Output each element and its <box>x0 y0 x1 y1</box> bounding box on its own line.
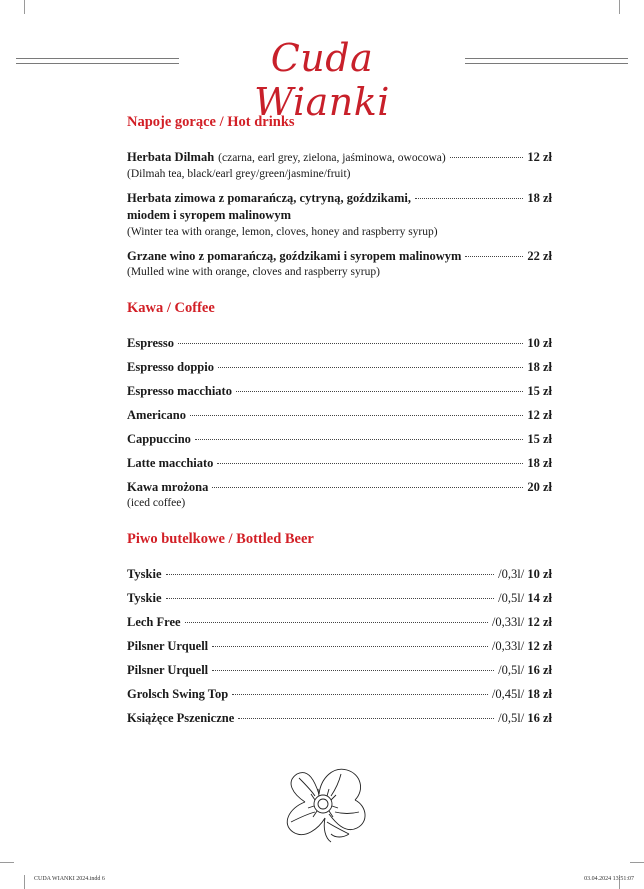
item-translation: (Mulled wine with orange, cloves and raspberry syrup) <box>127 266 380 278</box>
crop-mark <box>24 0 25 14</box>
menu-item <box>127 359 552 375</box>
item-price: 18 zł <box>527 191 552 205</box>
item-name: Tyskie <box>127 591 162 605</box>
item-price: 10 zł <box>527 336 552 350</box>
item-volume: /0,5l/ <box>498 711 525 725</box>
item-volume: /0,33l/ <box>491 615 525 629</box>
dot-leader <box>178 343 523 344</box>
menu-item-row <box>127 248 552 264</box>
dot-leader <box>465 256 523 257</box>
item-volume: /0,3l/ <box>498 567 525 581</box>
dot-leader <box>212 670 494 671</box>
item-price: 12 zł <box>527 639 552 653</box>
dot-leader <box>236 391 523 392</box>
menu-item-row <box>127 590 552 606</box>
menu-item-row <box>127 662 552 678</box>
item-price: 18 zł <box>527 456 552 470</box>
header-rule-right <box>465 63 628 64</box>
dot-leader <box>232 694 488 695</box>
menu-item-row <box>127 566 552 582</box>
menu-item <box>127 590 552 606</box>
dot-leader <box>450 157 524 158</box>
footer-file-info: CUDA WIANKI 2024.indd 6 <box>34 876 105 882</box>
item-price: 14 zł <box>527 591 552 605</box>
dot-leader <box>218 367 523 368</box>
menu-item <box>127 383 552 399</box>
menu-item-list <box>127 149 552 280</box>
item-name: Pilsner Urquell <box>127 663 209 677</box>
item-name: Espresso doppio <box>127 360 214 374</box>
menu-item <box>127 686 552 702</box>
crop-mark <box>630 862 644 863</box>
menu-item-row <box>127 638 552 654</box>
menu-item-row <box>127 383 552 399</box>
menu-content <box>127 114 552 726</box>
menu-item <box>127 614 552 630</box>
menu-item-row <box>127 335 552 351</box>
item-name: Americano <box>127 408 187 422</box>
dot-leader <box>415 198 523 199</box>
item-volume: /0,5l/ <box>498 591 525 605</box>
header-rule-left <box>16 58 179 59</box>
item-price: 20 zł <box>527 480 552 494</box>
poppy-flower-icon <box>275 764 371 844</box>
menu-item <box>127 190 552 240</box>
footer-timestamp: 03.04.2024 13:51:07 <box>584 876 634 882</box>
item-name: Pilsner Urquell <box>127 639 209 653</box>
crop-mark <box>24 875 25 889</box>
item-price: 10 zł <box>527 567 552 581</box>
section-title: Kawa / Coffee <box>127 300 215 316</box>
crop-mark <box>0 862 14 863</box>
item-price: 12 zł <box>527 615 552 629</box>
dot-leader <box>212 646 488 647</box>
item-name: Książęce Pszeniczne <box>127 711 235 725</box>
menu-item-row <box>127 407 552 423</box>
dot-leader <box>185 622 488 623</box>
dot-leader <box>212 487 523 488</box>
header-rule-right <box>465 58 628 59</box>
item-name: Herbata zimowa z pomarańczą, cytryną, goździkami, <box>127 191 411 205</box>
section-title: Napoje gorące / Hot drinks <box>127 114 295 130</box>
item-translation: (iced coffee) <box>127 497 186 509</box>
menu-item-row <box>127 710 552 726</box>
item-price: 16 zł <box>527 711 552 725</box>
menu-item <box>127 455 552 471</box>
item-price: 15 zł <box>527 384 552 398</box>
item-name: Kawa mrożona <box>127 480 209 494</box>
menu-item <box>127 638 552 654</box>
header-rule-left <box>16 63 179 64</box>
dot-leader <box>238 718 494 719</box>
menu-item-row <box>127 614 552 630</box>
item-volume: /0,5l/ <box>498 663 525 677</box>
item-name: Grolsch Swing Top <box>127 687 229 701</box>
menu-item <box>127 431 552 447</box>
item-price: 12 zł <box>527 408 552 422</box>
menu-item-row <box>127 359 552 375</box>
crop-mark <box>619 0 620 14</box>
item-price: 15 zł <box>527 432 552 446</box>
menu-item-row <box>127 190 552 206</box>
menu-section <box>127 114 552 280</box>
dot-leader <box>166 598 495 599</box>
item-price: 18 zł <box>527 687 552 701</box>
dot-leader <box>217 463 523 464</box>
dot-leader <box>166 574 495 575</box>
menu-section <box>127 531 552 726</box>
dot-leader <box>195 439 523 440</box>
menu-item-row <box>127 479 552 495</box>
menu-item-list <box>127 566 552 726</box>
item-volume: /0,45l/ <box>491 687 525 701</box>
item-name-continued: miodem i syropem malinowym <box>127 208 291 222</box>
section-title: Piwo butelkowe / Bottled Beer <box>127 531 314 547</box>
item-price: 22 zł <box>527 249 552 263</box>
item-price: 16 zł <box>527 663 552 677</box>
item-name: Herbata Dilmah <box>127 150 215 164</box>
menu-item <box>127 479 552 511</box>
item-name: Espresso macchiato <box>127 384 232 398</box>
item-translation: (Winter tea with orange, lemon, cloves, honey and raspberry syrup) <box>127 226 438 238</box>
item-name: Tyskie <box>127 567 162 581</box>
menu-item <box>127 662 552 678</box>
item-name: Latte macchiato <box>127 456 214 470</box>
menu-item <box>127 566 552 582</box>
item-name: Lech Free <box>127 615 181 629</box>
menu-item <box>127 149 552 182</box>
menu-item-list <box>127 335 552 511</box>
menu-item <box>127 407 552 423</box>
brand-logo-text: Cuda Wianki <box>254 36 390 124</box>
menu-item <box>127 335 552 351</box>
item-volume: /0,33l/ <box>491 639 525 653</box>
item-name: Cappuccino <box>127 432 191 446</box>
menu-item <box>127 248 552 280</box>
item-name: Grzane wino z pomarańczą, goździkami i syropem malinowym <box>127 249 462 263</box>
item-translation: (Dilmah tea, black/earl grey/green/jasmine/fruit) <box>127 168 351 180</box>
menu-item-row <box>127 149 552 166</box>
menu-item <box>127 710 552 726</box>
item-name: Espresso <box>127 336 175 350</box>
menu-section <box>127 300 552 511</box>
menu-item-row <box>127 431 552 447</box>
menu-item-row <box>127 686 552 702</box>
dot-leader <box>190 415 523 416</box>
menu-item-row <box>127 455 552 471</box>
item-description: (czarna, earl grey, zielona, jaśminowa, owocowa) <box>218 152 446 164</box>
item-price: 18 zł <box>527 360 552 374</box>
item-price: 12 zł <box>527 150 552 164</box>
